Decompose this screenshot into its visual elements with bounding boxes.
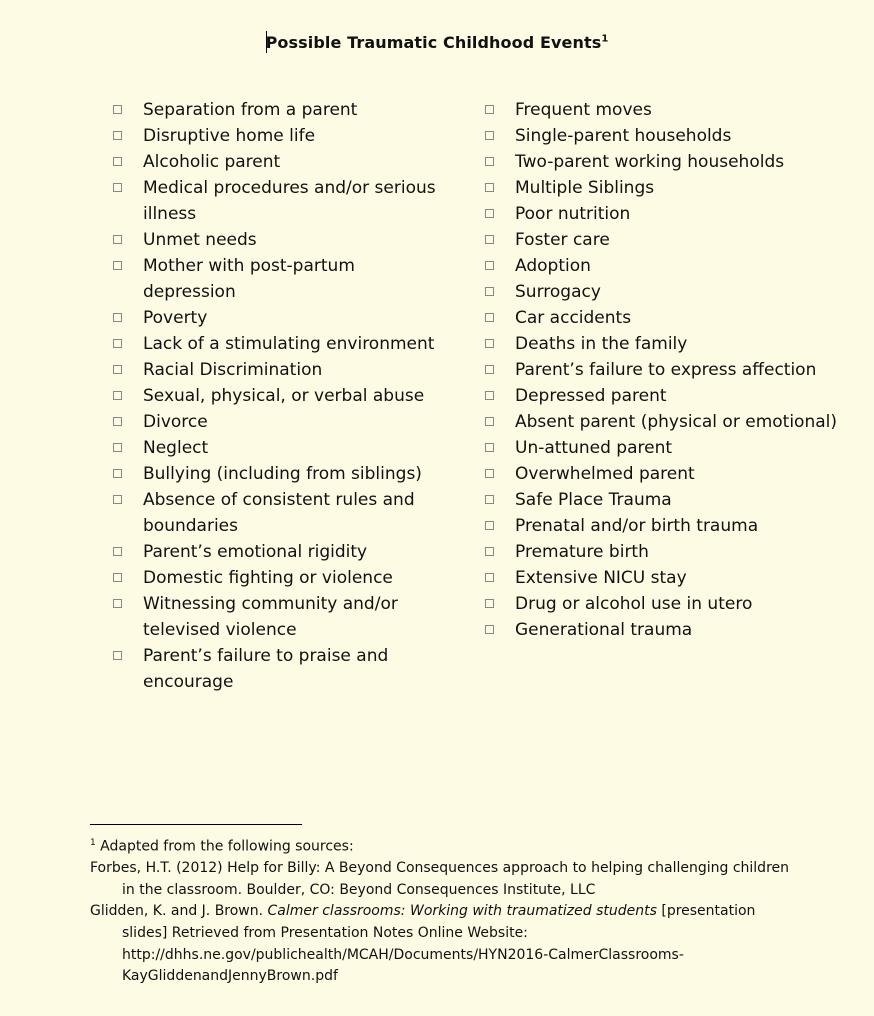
checklist-item bbox=[484, 383, 844, 409]
title-footnote-marker: 1 bbox=[601, 33, 609, 45]
checklist-item bbox=[112, 97, 452, 123]
checklist-item bbox=[112, 409, 452, 435]
checkbox-icon[interactable] bbox=[485, 573, 494, 582]
footnote-source-1: Forbes, H.T. (2012) Help for Billy: A Beyond Consequences approach to helping challenging children in the classroom. Boulder, CO: Beyond Consequences Institute, LLC bbox=[90, 860, 790, 898]
checklist-item-label: Poor nutrition bbox=[515, 204, 631, 224]
checklist-item-label: Mother with post-partum depression bbox=[143, 256, 355, 302]
checklist-item-label: Drug or alcohol use in utero bbox=[515, 594, 753, 614]
checkbox-icon[interactable] bbox=[485, 391, 494, 400]
checkbox-icon[interactable] bbox=[113, 469, 122, 478]
checkbox-icon[interactable] bbox=[113, 417, 122, 426]
footnote-source-2 bbox=[90, 901, 790, 987]
page-title bbox=[0, 31, 874, 53]
checklist-item bbox=[112, 305, 452, 331]
checklist-item bbox=[484, 591, 844, 617]
checkbox-icon[interactable] bbox=[113, 261, 122, 270]
checklist-item-label: Domestic fighting or violence bbox=[143, 568, 393, 588]
checkbox-icon[interactable] bbox=[485, 417, 494, 426]
checklist-item-label: Absence of consistent rules and boundaries bbox=[143, 490, 415, 536]
checkbox-icon[interactable] bbox=[485, 261, 494, 270]
checklist-item bbox=[484, 331, 844, 357]
checkbox-icon[interactable] bbox=[485, 209, 494, 218]
checklist-item bbox=[484, 149, 844, 175]
checkbox-icon[interactable] bbox=[485, 599, 494, 608]
checklist-item-label: Prenatal and/or birth trauma bbox=[515, 516, 759, 536]
checklist-item-label: Safe Place Trauma bbox=[515, 490, 672, 510]
checklist-item bbox=[112, 591, 452, 643]
checklist-item-label: Divorce bbox=[143, 412, 208, 432]
checkbox-icon[interactable] bbox=[485, 495, 494, 504]
checklist-item bbox=[112, 123, 452, 149]
left-checklist bbox=[112, 97, 452, 695]
checklist-item bbox=[484, 435, 844, 461]
footnote bbox=[90, 833, 790, 988]
footnote-intro-text: Adapted from the following sources: bbox=[95, 838, 354, 855]
checklist-item bbox=[112, 565, 452, 591]
checklist-item-label: Disruptive home life bbox=[143, 126, 316, 146]
checklist-item-label: Racial Discrimination bbox=[143, 360, 323, 380]
checklist-item bbox=[112, 253, 452, 305]
checklist-item bbox=[484, 175, 844, 201]
checkbox-icon[interactable] bbox=[113, 573, 122, 582]
checklist-item bbox=[112, 383, 452, 409]
checkbox-icon[interactable] bbox=[113, 495, 122, 504]
checklist-item-label: Deaths in the family bbox=[515, 334, 688, 354]
checklist-item bbox=[112, 227, 452, 253]
checklist-item-label: Single-parent households bbox=[515, 126, 732, 146]
checklist-item-label: Witnessing community and/or televised violence bbox=[143, 594, 398, 640]
right-checklist bbox=[484, 97, 844, 643]
checklist-item-label: Unmet needs bbox=[143, 230, 257, 250]
checklist-item-label: Parent’s emotional rigidity bbox=[143, 542, 368, 562]
source-2-rest: [presentation slides] Retrieved from Presentation Notes Online Website: http://dhhs.ne.gov/publichealth/MCAH/Documents/HYN2016-CalmerClassrooms-KayGliddenandJennyBrown.pdf bbox=[122, 903, 756, 985]
checklist-item bbox=[484, 539, 844, 565]
checklist-item bbox=[112, 175, 452, 227]
checklist-item-label: Bullying (including from siblings) bbox=[143, 464, 422, 484]
checklist-item bbox=[112, 331, 452, 357]
checkbox-icon[interactable] bbox=[485, 469, 494, 478]
checklist-item-label: Absent parent (physical or emotional) bbox=[515, 412, 837, 432]
checkbox-icon[interactable] bbox=[485, 625, 494, 634]
checklist-item bbox=[484, 487, 844, 513]
checklist-item-label: Foster care bbox=[515, 230, 610, 250]
checklist-item-label: Adoption bbox=[515, 256, 591, 276]
checkbox-icon[interactable] bbox=[113, 443, 122, 452]
checkbox-icon[interactable] bbox=[113, 547, 122, 556]
checklist-item-label: Medical procedures and/or serious illness bbox=[143, 178, 436, 224]
checkbox-icon[interactable] bbox=[485, 157, 494, 166]
checklist-item-label: Sexual, physical, or verbal abuse bbox=[143, 386, 425, 406]
checklist-item-label: Parent’s failure to express affection bbox=[515, 360, 817, 380]
checklist-item bbox=[484, 123, 844, 149]
checklist-item-label: Overwhelmed parent bbox=[515, 464, 695, 484]
checklist-item-label: Premature birth bbox=[515, 542, 649, 562]
source-2-authors: Glidden, K. and J. Brown. bbox=[90, 903, 268, 920]
checklist-item bbox=[484, 97, 844, 123]
checkbox-icon[interactable] bbox=[113, 105, 122, 114]
checkbox-icon[interactable] bbox=[485, 365, 494, 374]
checklist-item-label: Alcoholic parent bbox=[143, 152, 281, 172]
title-text: Possible Traumatic Childhood Events bbox=[265, 33, 602, 52]
checklist-item bbox=[484, 513, 844, 539]
checkbox-icon[interactable] bbox=[485, 235, 494, 244]
checkbox-icon[interactable] bbox=[113, 651, 122, 660]
checklist-item bbox=[112, 461, 452, 487]
checklist-item-label: Frequent moves bbox=[515, 100, 652, 120]
checkbox-icon[interactable] bbox=[113, 313, 122, 322]
checklist-item bbox=[112, 487, 452, 539]
checklist-item-label: Car accidents bbox=[515, 308, 632, 328]
checkbox-icon[interactable] bbox=[113, 183, 122, 192]
checklist-item bbox=[484, 409, 844, 435]
checkbox-icon[interactable] bbox=[113, 599, 122, 608]
checkbox-icon[interactable] bbox=[485, 131, 494, 140]
checkbox-icon[interactable] bbox=[485, 547, 494, 556]
checklist-item bbox=[112, 149, 452, 175]
checklist-item bbox=[484, 565, 844, 591]
checklist-item-label: Neglect bbox=[143, 438, 209, 458]
checklist-item bbox=[484, 357, 844, 383]
footnote-intro bbox=[90, 833, 790, 858]
checkbox-icon[interactable] bbox=[485, 339, 494, 348]
checklist-item bbox=[484, 461, 844, 487]
checklist-item bbox=[112, 357, 452, 383]
checklist-item-label: Lack of a stimulating environment bbox=[143, 334, 435, 354]
checkbox-icon[interactable] bbox=[113, 391, 122, 400]
checkbox-icon[interactable] bbox=[485, 287, 494, 296]
checkbox-icon[interactable] bbox=[485, 443, 494, 452]
checklist-item-label: Separation from a parent bbox=[143, 100, 358, 120]
checklist-item bbox=[484, 617, 844, 643]
checklist-item-label: Generational trauma bbox=[515, 620, 693, 640]
checklist-item bbox=[112, 539, 452, 565]
footnote-marker: 1 bbox=[90, 838, 96, 848]
source-2-title: Calmer classrooms: Working with traumatized students bbox=[267, 903, 657, 920]
checklist-item bbox=[484, 253, 844, 279]
checkbox-icon[interactable] bbox=[485, 521, 494, 530]
checklist-item-label: Depressed parent bbox=[515, 386, 667, 406]
checklist-item-label: Multiple Siblings bbox=[515, 178, 655, 198]
checkbox-icon[interactable] bbox=[113, 339, 122, 348]
checklist-item bbox=[112, 643, 452, 695]
checkbox-icon[interactable] bbox=[113, 157, 122, 166]
checkbox-icon[interactable] bbox=[113, 365, 122, 374]
checklist-item-label: Parent’s failure to praise and encourage bbox=[143, 646, 389, 692]
checkbox-icon[interactable] bbox=[485, 105, 494, 114]
checklist-item-label: Surrogacy bbox=[515, 282, 601, 302]
checklist-item bbox=[112, 435, 452, 461]
footnote-separator bbox=[90, 824, 302, 825]
checklist-item bbox=[484, 279, 844, 305]
checklist-item bbox=[484, 201, 844, 227]
checkbox-icon[interactable] bbox=[113, 131, 122, 140]
checklist-item-label: Un-attuned parent bbox=[515, 438, 673, 458]
checklist-item-label: Extensive NICU stay bbox=[515, 568, 687, 588]
checklist-item-label: Poverty bbox=[143, 308, 208, 328]
checklist-item bbox=[484, 227, 844, 253]
checklist-item bbox=[484, 305, 844, 331]
checkbox-icon[interactable] bbox=[485, 313, 494, 322]
checkbox-icon[interactable] bbox=[113, 235, 122, 244]
checkbox-icon[interactable] bbox=[485, 183, 494, 192]
checklist-item-label: Two-parent working households bbox=[515, 152, 785, 172]
